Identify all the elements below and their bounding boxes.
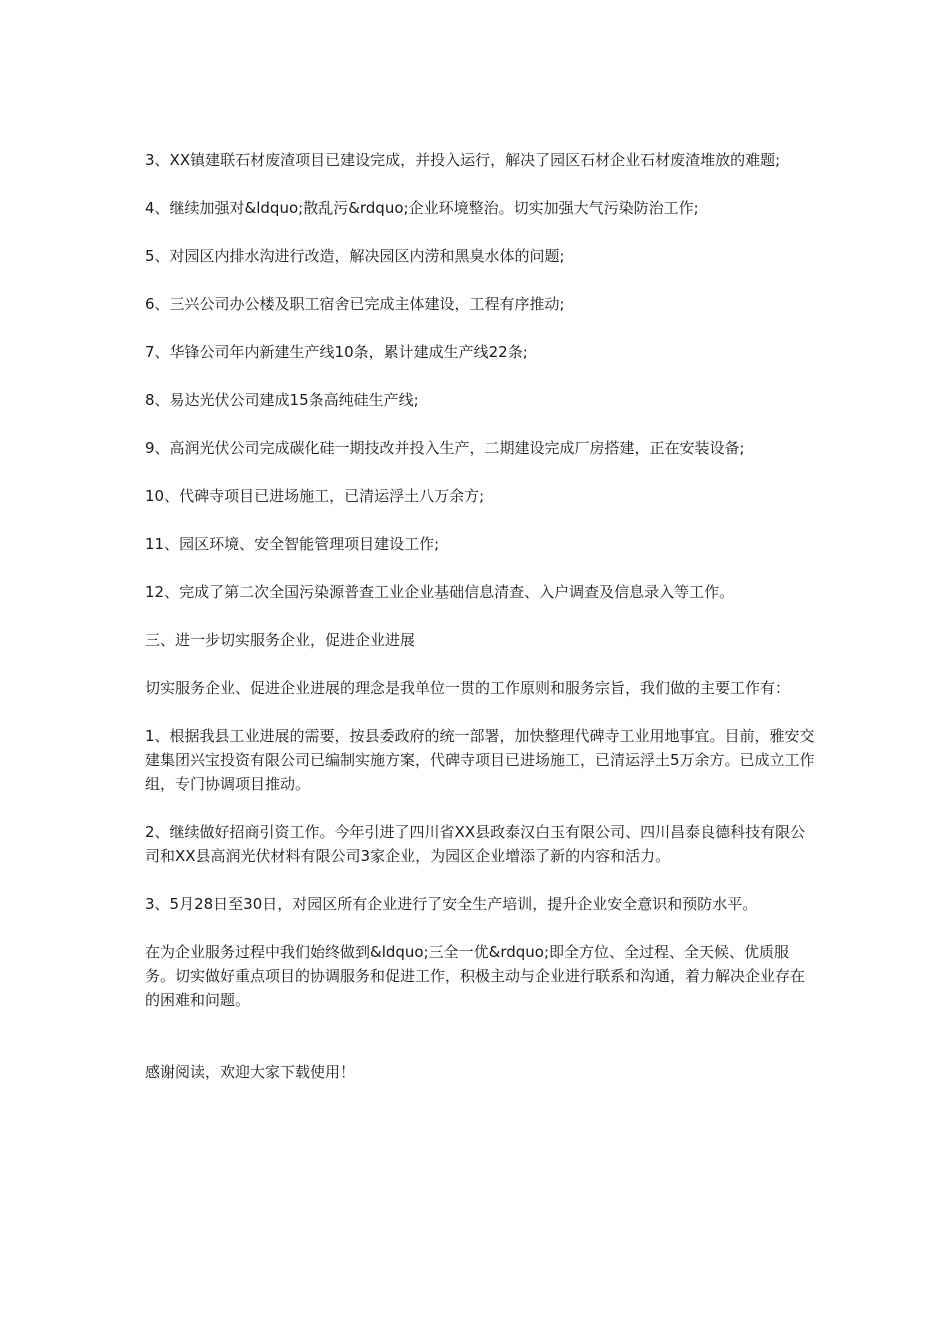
paragraph-item-4-environment: 4、继续加强对&ldquo;散乱污&rdquo;企业环境整治。切实加强大气污染防治工作;: [145, 199, 699, 217]
paragraph-service-item-2: 2、继续做好招商引资工作。今年引进了四川省XX县政泰汉白玉有限公司、四川昌泰良德科技有限公司和XX县高润光伏材料有限公司3家企业，为园区企业增添了新的内容和活力。: [145, 823, 806, 865]
paragraph-service-summary: 在为企业服务过程中我们始终做到&ldquo;三全一优&rdquo;即全方位、全过程、全天候、优质服务。切实做好重点项目的协调服务和促进工作，积极主动与企业进行联系和沟通，着力解决企业存在的困难和问题。: [145, 943, 806, 1009]
paragraph-item-10-daibeisi: 10、代碑寺项目已进场施工，已清运浮土八万余方;: [145, 487, 485, 505]
paragraph-service-item-1: 1、根据我县工业进展的需要，按县委政府的统一部署，加快整理代碑寺工业用地事宜。目前，雅安交建集团兴宝投资有限公司已编制实施方案，代碑寺项目已进场施工，已清运浮土5万余方。已成立工作组，专门协调项目推动。: [145, 727, 815, 793]
paragraph-service-intro: 切实服务企业、促进企业进展的理念是我单位一贯的工作原则和服务宗旨，我们做的主要工作有：: [145, 679, 791, 697]
document-page: [145, 148, 815, 1108]
section-heading-serve-enterprises: 三、进一步切实服务企业，促进企业进展: [145, 631, 416, 649]
paragraph-item-9-gaorun: 9、高润光伏公司完成碳化硅一期技改并投入生产，二期建设完成厂房搭建，正在安装设备;: [145, 439, 745, 457]
paragraph-item-7-huafeng: 7、华锋公司年内新建生产线10条，累计建成生产线22条;: [145, 343, 528, 361]
paragraph-item-6-sanxing: 6、三兴公司办公楼及职工宿舍已完成主体建设，工程有序推动;: [145, 295, 565, 313]
paragraph-item-5-drainage: 5、对园区内排水沟进行改造，解决园区内涝和黑臭水体的问题;: [145, 247, 565, 265]
paragraph-item-11-park-management: 11、园区环境、安全智能管理项目建设工作;: [145, 535, 440, 553]
paragraph-service-item-3: 3、5月28日至30日，对园区所有企业进行了安全生产培训，提升企业安全意识和预防水平。: [145, 895, 758, 913]
paragraph-item-12-pollution-census: 12、完成了第二次全国污染源普查工业企业基础信息清查、入户调查及信息录入等工作。: [145, 583, 735, 601]
paragraph-item-3-stone-waste: 3、XX镇建联石材废渣项目已建设完成，并投入运行，解决了园区石材企业石材废渣堆放的难题;: [145, 151, 781, 169]
closing-thanks: 感谢阅读，欢迎大家下载使用！: [145, 1063, 356, 1081]
paragraph-item-8-yida: 8、易达光伏公司建成15条高纯硅生产线;: [145, 391, 419, 409]
